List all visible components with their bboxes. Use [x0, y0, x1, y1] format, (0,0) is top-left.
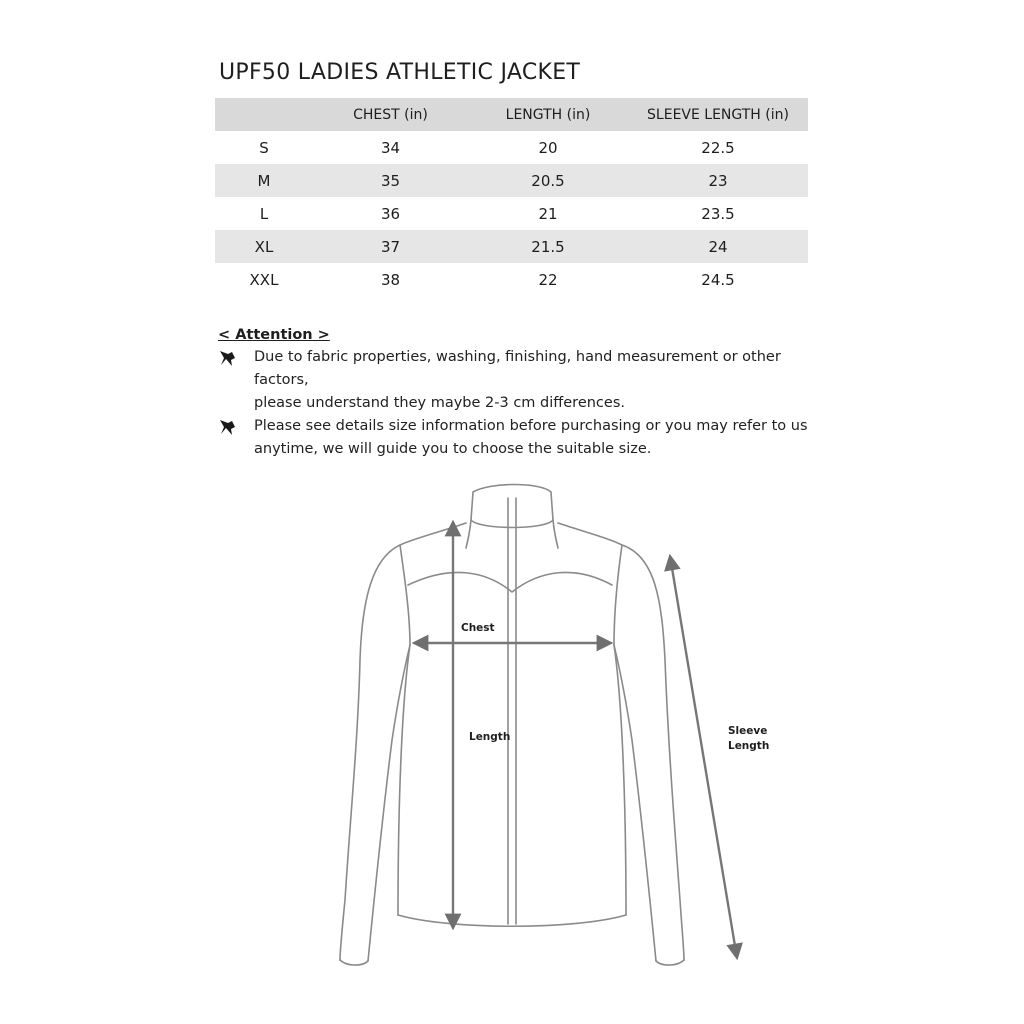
pushpin-icon [218, 418, 238, 436]
length-label: Length [469, 731, 511, 743]
cell-sleeve: 23 [708, 171, 728, 190]
note-line-2: please understand they maybe 2-3 cm differences. [254, 395, 625, 411]
cell-length: 21 [538, 204, 558, 223]
table-row [215, 197, 808, 230]
header-size [215, 98, 313, 131]
chest-label: Chest [461, 622, 495, 634]
header-length: LENGTH (in) [505, 106, 591, 123]
table-row [215, 164, 808, 197]
jacket-outline [340, 485, 684, 966]
attention-section [218, 327, 828, 461]
header-chest: CHEST (in) [353, 106, 428, 123]
table-row [215, 230, 808, 263]
cell-sleeve: 22.5 [701, 138, 735, 157]
table-row [215, 131, 808, 164]
cell-size: M [257, 171, 271, 190]
cell-chest: 34 [380, 138, 401, 157]
sleeve-label-line-2: Length [728, 740, 770, 752]
cell-size: L [259, 204, 269, 223]
cell-chest: 36 [380, 204, 401, 223]
attention-note [218, 415, 828, 461]
cell-length: 20 [538, 138, 558, 157]
table-row [215, 263, 808, 296]
cell-sleeve: 24.5 [701, 270, 735, 289]
cell-length: 20.5 [531, 171, 565, 190]
measurement-arrows [420, 528, 736, 952]
sleeve-length-arrow [671, 562, 736, 952]
cell-size: XL [254, 237, 274, 256]
page-title: UPF50 LADIES ATHLETIC JACKET [219, 60, 581, 85]
header-sleeve-length: SLEEVE LENGTH (in) [647, 106, 789, 123]
sleeve-label-line-1: Sleeve [728, 725, 768, 737]
cell-chest: 35 [380, 171, 401, 190]
note-line-2: anytime, we will guide you to choose the suitable size. [254, 441, 652, 457]
cell-chest: 38 [380, 270, 401, 289]
note-line-1: Due to fabric properties, washing, finishing, hand measurement or other factors, [254, 349, 781, 388]
cell-length: 21.5 [531, 237, 565, 256]
cell-chest: 37 [380, 237, 401, 256]
cell-size: S [259, 138, 269, 157]
cell-sleeve: 23.5 [701, 204, 735, 223]
attention-note [218, 346, 828, 415]
pushpin-icon [218, 349, 238, 367]
size-chart-table [215, 98, 808, 296]
cell-length: 22 [538, 270, 558, 289]
cell-sleeve: 24 [708, 237, 728, 256]
cell-size: XXL [249, 270, 279, 289]
table-header-row [215, 98, 808, 131]
attention-heading: < Attention > [218, 327, 330, 343]
note-line-1: Please see details size information before purchasing or you may refer to us [254, 418, 808, 434]
